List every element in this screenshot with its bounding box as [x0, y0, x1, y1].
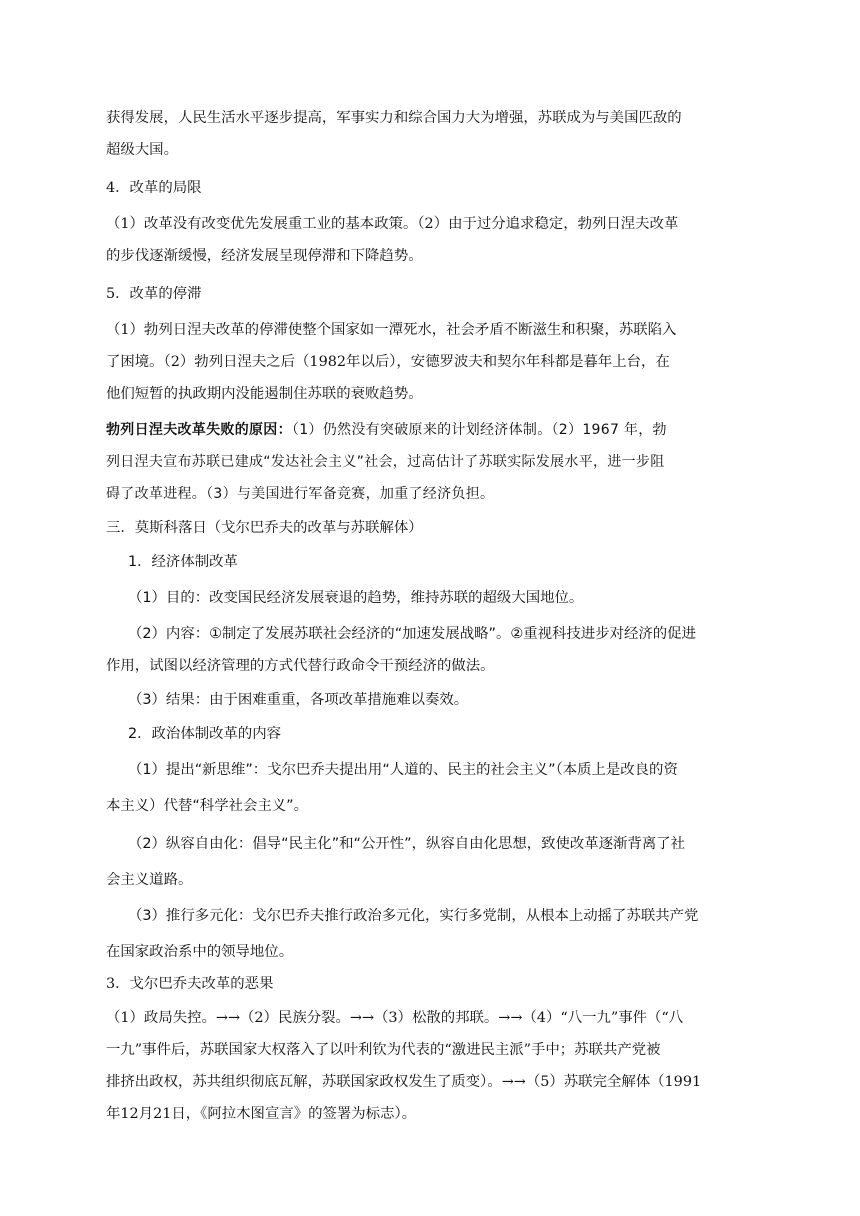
text-line: （1）政局失控。→→（2）民族分裂。→→（3）松散的邦联。→→（4）“八一九”事件（“八 [106, 1010, 684, 1026]
text-line: （1）目的：改变国民经济发展衰退的趋势，维持苏联的超级大国地位。 [128, 590, 584, 606]
text-line: （3）结果：由于困难重重，各项改革措施难以奏效。 [128, 692, 469, 708]
text-line: （1）提出“新思维”：戈尔巴乔夫提出用“人道的、民主的社会主义”（本质上是改良的资 [128, 762, 678, 778]
economic-reform-result [106, 684, 758, 716]
section-4 [106, 172, 758, 204]
political-reform-2 [106, 826, 758, 898]
failure-reasons [106, 414, 758, 510]
text-line: 获得发展，人民生活水平逐步提高，军事实力和综合国力大为增强，苏联成为与美国匹敌的 [106, 110, 682, 126]
text-line: 在国家政治系中的领导地位。 [106, 944, 294, 960]
text-line: 作用，试图以经济管理的方式代替行政命令干预经济的做法。 [106, 658, 495, 674]
text-line: 超级大国。 [106, 142, 178, 158]
text-line: 的步伐逐渐缓慢，经济发展呈现停滞和下降趋势。 [106, 248, 423, 264]
text-line: 本主义）代替“科学社会主义”。 [106, 798, 308, 814]
part-heading: 三．莫斯科落日（戈尔巴乔夫的改革与苏联解体） [106, 520, 423, 536]
text-line: （2）纵容自由化：倡导“民主化”和“公开性”，纵容自由化思想，致使改革逐渐背离了社 [128, 836, 686, 852]
failure-lead: 勃列日涅夫改革失败的原因： [106, 422, 292, 438]
text-line: 碍了改革进程。（3）与美国进行军备竞赛，加重了经济负担。 [106, 486, 495, 502]
failure-text: （1）仍然没有突破原来的计划经济体制。（2）1967 年，勃 [291, 422, 667, 438]
economic-reform-content [106, 618, 758, 682]
political-reform-3 [106, 898, 758, 970]
political-reform [106, 718, 758, 750]
text-line: 他们短暂的执政期内没能遏制住苏联的衰败趋势。 [106, 386, 423, 402]
text-line [106, 414, 758, 446]
text-line: （1）改革没有改变优先发展重工业的基本政策。（2）由于过分追求稳定，勃列日涅夫改革 [106, 216, 679, 232]
consequences [106, 968, 758, 1000]
section-heading: 5．改革的停滞 [106, 286, 202, 302]
economic-reform [106, 546, 758, 578]
text-line: （3）推行多元化：戈尔巴乔夫推行政治多元化，实行多党制，从根本上动摇了苏联共产党 [128, 908, 699, 924]
text-line: 一九”事件后，苏联国家大权落入了以叶利钦为代表的“激进民主派”手中；苏联共产党被 [106, 1042, 661, 1058]
text-line: （1）勃列日涅夫改革的停滞使整个国家如一潭死水，社会矛盾不断滋生和积聚，苏联陷入 [106, 322, 677, 338]
section-5-body [106, 314, 758, 410]
subsection-heading: 2．政治体制改革的内容 [128, 726, 282, 742]
political-reform-1 [106, 752, 758, 824]
section-heading: 3．戈尔巴乔夫改革的恶果 [106, 976, 274, 992]
section-4-body [106, 208, 758, 272]
text-line: 列日涅夫宣布苏联已建成“发达社会主义”社会，过高估计了苏联实际发展水平，进一步阻 [106, 454, 665, 470]
intro-paragraph [106, 102, 758, 166]
section-5 [106, 278, 758, 310]
text-line: 了困境。（2）勃列日涅夫之后（1982年以后），安德罗波夫和契尔年科都是暮年上台，在 [106, 354, 670, 370]
consequences-body [106, 1002, 758, 1130]
text-line: （2）内容：①制定了发展苏联社会经济的“加速发展战略”。②重视科技进步对经济的促进 [128, 626, 696, 642]
economic-reform-body [106, 582, 758, 614]
text-line: 排挤出政权，苏共组织彻底瓦解，苏联国家政权发生了质变）。→→（5）苏联完全解体（1991 [106, 1074, 702, 1090]
section-heading: 4．改革的局限 [106, 180, 202, 196]
text-line: 会主义道路。 [106, 872, 193, 888]
part-three [106, 512, 758, 544]
subsection-heading: 1．经济体制改革 [128, 554, 238, 570]
text-line: 年12月21日，《阿拉木图宣言》的签署为标志）。 [106, 1106, 417, 1122]
